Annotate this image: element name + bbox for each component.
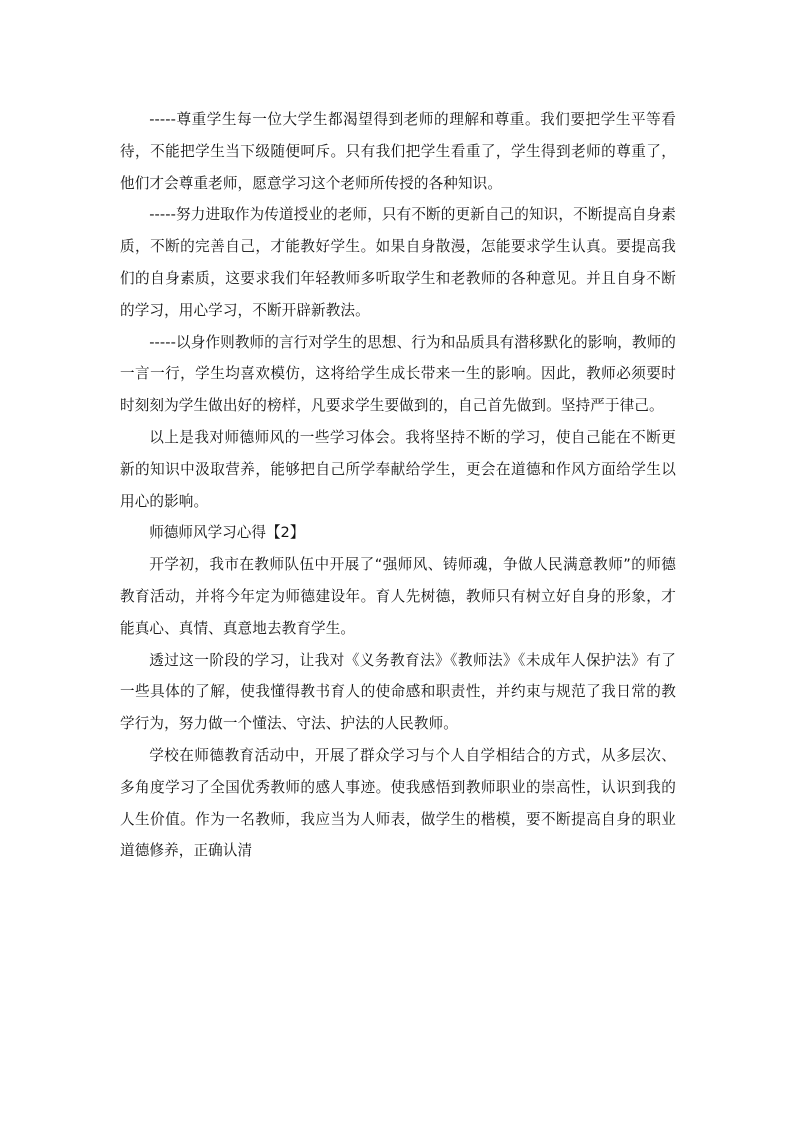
paragraph-strive-progress: -----努力进取作为传道授业的老师，只有不断的更新自己的知识，不断提高自身素质，不断的完善自己，才能教好学生。如果自身散漫，怎能要求学生认真。要提高我们的自身素质，这要求我们年轻教师多听取学生和老教师的各种意见。并且自身不断的学习，用心学习，不断开辟新教法。 — [120, 206, 676, 319]
document-body — [120, 104, 676, 867]
paragraph-school-activity: 学校在师德教育活动中，开展了群众学习与个人自学相结合的方式，从多层次、多角度学习了全国优秀教师的感人事迹。使我感悟到教师职业的崇高性，认识到我的人生价值。作为一名教师，我应当为人师表，做学生的楷模，要不断提高自身的职业道德修养，正确认清 — [120, 746, 676, 860]
paragraph-laws-study: 透过这一阶段的学习，让我对《义务教育法》《教师法》《未成年人保护法》有了一些具体的了解，使我懂得教书育人的使命感和职责性，并约束与规范了我日常的教学行为，努力做一个懂法、守法、护法的人民教师。 — [120, 651, 676, 733]
paragraph-respect-students: -----尊重学生每一位大学生都渴望得到老师的理解和尊重。我们要把学生平等看待，不能把学生当下级随便呵斥。只有我们把学生看重了，学生得到老师的尊重了，他们才会尊重老师，愿意学习这个老师所传授的各种知识。 — [120, 111, 676, 192]
paragraph-summary: 以上是我对师德师风的一些学习体会。我将坚持不断的学习，使自己能在不断更新的知识中汲取营养，能够把自己所学奉献给学生，更会在道德和作风方面给学生以用心的影响。 — [120, 428, 676, 510]
section-heading: 师德师风学习心得【2】 — [149, 524, 305, 542]
paragraph-lead-by-example: -----以身作则教师的言行对学生的思想、行为和品质具有潜移默化的影响，教师的一言一行，学生均喜欢模仿，这将给学生成长带来一生的影响。因此，教师必须要时时刻刻为学生做出好的榜样，凡要求学生要做到的，自己首先做到。坚持严于律己。 — [120, 333, 676, 415]
paragraph-campaign: 开学初，我市在教师队伍中开展了“强师风、铸师魂，争做人民满意教师”的师德教育活动，并将今年定为师德建设年。育人先树德，教师只有树立好自身的形象，才能真心、真情、真意地去教育学生。 — [120, 556, 676, 637]
